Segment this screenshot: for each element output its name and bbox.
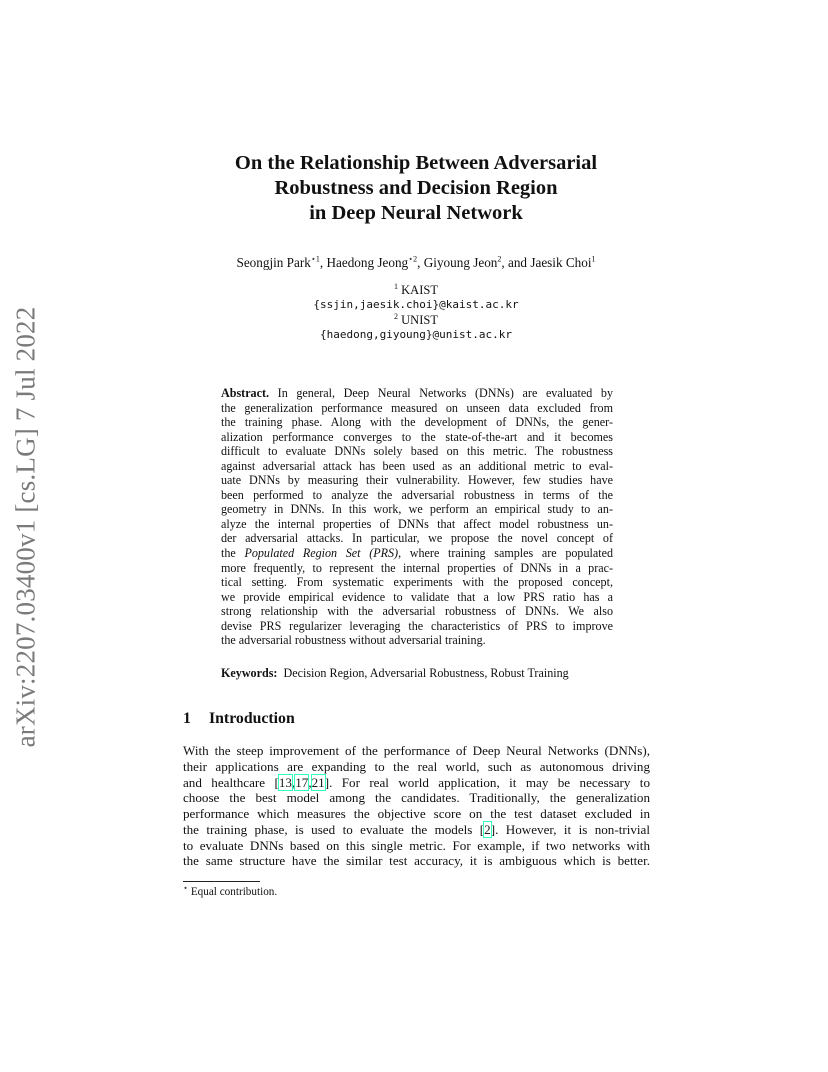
- abstract-line: alization performance converges to the state-of-the-art and it becomes: [221, 429, 613, 444]
- abstract-line: been performed to analyze the adversarial robustness in terms of the: [221, 487, 613, 502]
- abstract-label: Abstract.: [221, 386, 270, 400]
- paper-title: [150, 151, 682, 226]
- body-line: to evaluate DNNs based on this single metric. For example, if two networks with: [183, 837, 650, 853]
- abstract-line: the training phase. Along with the development of DNNs, the gener-: [221, 415, 613, 430]
- abstract-line: tical setting. From systematic experiments with the proposed concept,: [221, 575, 613, 590]
- abstract-line: alyze the internal properties of DNNs that affect model robustness un-: [221, 516, 613, 531]
- abstract-line: we provide empirical evidence to validate that a low PRS ratio has a: [221, 589, 613, 604]
- body-line: their applications are expanding to the real world, such as autonomous driving: [183, 758, 650, 774]
- arxiv-identifier-stamp: [6, 304, 46, 750]
- abstract-line: der adversarial attacks. In particular, we propose the novel concept of: [221, 531, 613, 546]
- author-separator: ,: [319, 255, 327, 270]
- body-line: the same structure have the similar test accuracy, it is ambiguous which is better.: [183, 853, 650, 869]
- author-2: Haedong Jeong: [326, 255, 409, 270]
- abstract-line: the generalization performance measured on unseen data excluded from: [221, 400, 613, 415]
- abstract-line: the Populated Region Set (PRS), where training samples are populated: [221, 546, 614, 561]
- author-2-mark: ⋆2: [408, 254, 418, 264]
- abstract-line: more frequently, to represent the internal properties of DNNs in a prac-: [221, 560, 613, 575]
- author-3: Giyoung Jeon: [423, 255, 498, 270]
- keywords-text: Decision Region, Adversarial Robustness, Robust Training: [283, 666, 569, 680]
- body-line: and healthcare [13,17,21]. For real world application, it may be necessary to: [183, 774, 650, 790]
- affiliation-2-email: {haedong,giyoung}@unist.ac.kr: [319, 328, 513, 341]
- abstract-line: Abstract. In general, Deep Neural Networks (DNNs) are evaluated by: [221, 386, 613, 400]
- affiliation-2: [150, 313, 682, 328]
- affiliation-1-email: {ssjin,jaesik.choi}@kaist.ac.kr: [313, 298, 519, 311]
- author-separator-and: , and: [501, 255, 531, 270]
- abstract-line: geometry in DNNs. In this work, we perform an empirical study to an-: [221, 502, 613, 517]
- author-4: Jaesik Choi: [530, 255, 592, 270]
- prs-term: Populated Region Set (PRS): [244, 546, 399, 561]
- citation-link-21[interactable]: 21: [311, 774, 325, 790]
- abstract-line: against adversarial attack has been used as an additional metric to eval-: [221, 458, 613, 473]
- abstract-line: devise PRS regularizer leveraging the characteristics of PRS to improve: [221, 618, 613, 633]
- abstract-line: the adversarial robustness without adversarial training.: [221, 633, 486, 648]
- affiliation-1-mark: 1: [394, 281, 399, 291]
- author-3-mark: 2: [497, 254, 502, 264]
- body-line: the training phase, is used to evaluate the models [2]. However, it is non-trivial: [183, 821, 650, 837]
- abstract-line: difficult to evaluate DNNs solely based on this metric. The robustness: [221, 444, 613, 459]
- section-title: Introduction: [209, 710, 295, 727]
- affiliation-2-name: UNIST: [401, 313, 438, 327]
- affiliation-1-name: KAIST: [401, 283, 438, 297]
- arxiv-stamp-text: arXiv:2207.03400v1 [cs.LG] 7 Jul 2022: [10, 306, 41, 748]
- footnote-rule: [183, 881, 260, 882]
- abstract-line: uate DNNs by measuring their vulnerability. However, few studies have: [221, 473, 613, 488]
- body-line: performance which measures the objective score on the test dataset excluded in: [183, 806, 650, 821]
- author-list: [150, 255, 682, 271]
- author-1: Seongjin Park: [236, 255, 311, 270]
- author-separator: ,: [417, 255, 424, 270]
- citation-link-13[interactable]: 13: [278, 774, 292, 790]
- abstract: [221, 386, 613, 648]
- footnote-text: Equal contribution.: [190, 886, 278, 898]
- body-line: choose the best model among the candidates. Traditionally, the generalization: [183, 790, 650, 806]
- citation-link-2[interactable]: 2: [484, 821, 491, 837]
- footnote: [183, 883, 278, 898]
- affiliation-1: [150, 283, 682, 298]
- keywords-label: Keywords:: [221, 666, 278, 680]
- footnote-mark: ⋆: [183, 883, 189, 893]
- section-heading: [183, 710, 295, 728]
- affiliation-2-mark: 2: [394, 311, 399, 321]
- title-line-3: in Deep Neural Network: [309, 202, 523, 224]
- author-1-mark: ⋆1: [310, 254, 320, 264]
- title-line-2: Robustness and Decision Region: [274, 177, 558, 199]
- section-number: 1: [183, 710, 191, 727]
- body-paragraph: [183, 743, 650, 869]
- author-4-mark: 1: [591, 254, 596, 264]
- title-line-1: On the Relationship Between Adversarial: [234, 152, 598, 174]
- keywords: [221, 666, 613, 681]
- body-line: With the steep improvement of the performance of Deep Neural Networks (DNNs),: [183, 743, 650, 758]
- citation-link-17[interactable]: 17: [295, 774, 309, 790]
- abstract-line: strong relationship with the adversarial robustness of DNNs. We also: [221, 604, 613, 619]
